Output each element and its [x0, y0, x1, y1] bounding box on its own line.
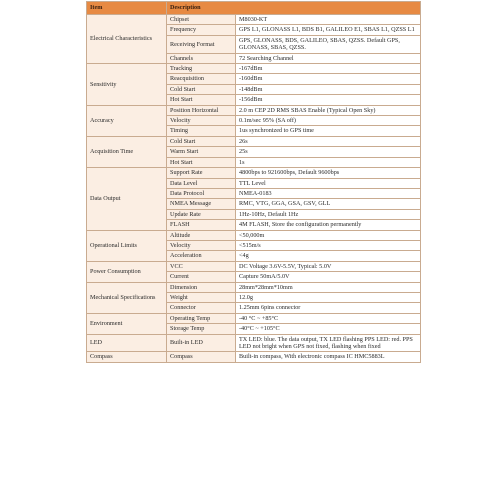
table-row: [87, 334, 421, 352]
parameter-value: 1s: [236, 157, 421, 167]
parameter-value: -148dBm: [236, 84, 421, 94]
table-body: [87, 15, 421, 363]
spec-table-container: [86, 1, 420, 363]
parameter-value: GPS L1, GLONASS L1, BDS B1, GALILEO E1, SBAS L1, QZSS L1: [236, 25, 421, 35]
parameter-label: Weight: [167, 292, 236, 302]
parameter-label: Cold Start: [167, 136, 236, 146]
parameter-value: TX LED: blue. The data output, TX LED flashing PPS LED: red. PPS LED not bright when GPS not fixed, flashing when fixed: [236, 334, 421, 352]
parameter-label: Support Rate: [167, 168, 236, 178]
group-name: LED: [87, 334, 167, 352]
parameter-label: Hot Start: [167, 157, 236, 167]
parameter-value: -160dBm: [236, 74, 421, 84]
parameter-label: Connector: [167, 303, 236, 313]
parameter-label: Built-in LED: [167, 334, 236, 352]
table-row: [87, 230, 421, 240]
parameter-value: 4M FLASH, Store the configuration permanently: [236, 220, 421, 230]
parameter-label: Operating Temp: [167, 313, 236, 323]
group-name: Accuracy: [87, 105, 167, 136]
parameter-value: 72 Searching Channel: [236, 53, 421, 63]
parameter-value: 12.0g: [236, 292, 421, 302]
parameter-label: NMEA Message: [167, 199, 236, 209]
parameter-label: Timing: [167, 126, 236, 136]
parameter-label: Compass: [167, 352, 236, 362]
table-row: [87, 261, 421, 271]
parameter-value: 0.1m/sec 95% (SA off): [236, 116, 421, 126]
parameter-label: Acceleration: [167, 251, 236, 261]
parameter-label: FLASH: [167, 220, 236, 230]
header-item: Item: [87, 2, 167, 15]
parameter-value: M8030-KT: [236, 15, 421, 25]
parameter-value: <515m/s: [236, 240, 421, 250]
table-row: [87, 105, 421, 115]
parameter-value: 28mm*28mm*10mm: [236, 282, 421, 292]
parameter-label: Dimension: [167, 282, 236, 292]
parameter-value: RMC, VTG, GGA, GSA, GSV, GLL: [236, 199, 421, 209]
parameter-value: -40°C ~ +105°C: [236, 324, 421, 334]
parameter-label: Cold Start: [167, 84, 236, 94]
parameter-label: Data Protocol: [167, 188, 236, 198]
parameter-label: Position Horizontal: [167, 105, 236, 115]
group-name: Power Consumption: [87, 261, 167, 282]
table-row: [87, 136, 421, 146]
parameter-label: Frequency: [167, 25, 236, 35]
parameter-label: Reacquisition: [167, 74, 236, 84]
table-row: [87, 64, 421, 74]
parameter-value: 1.25mm 6pins connector: [236, 303, 421, 313]
parameter-label: Update Rate: [167, 209, 236, 219]
parameter-value: TTL Level: [236, 178, 421, 188]
parameter-label: Warm Start: [167, 147, 236, 157]
table-row: [87, 352, 421, 362]
parameter-value: <4g: [236, 251, 421, 261]
table-row: [87, 168, 421, 178]
parameter-value: DC Voltage 3.6V-5.5V, Typical: 5.0V: [236, 261, 421, 271]
parameter-value: Built-in compass, With electronic compass IC HMC5883L: [236, 352, 421, 362]
parameter-value: 2.0 m CEP 2D RMS SBAS Enable (Typical Open Sky): [236, 105, 421, 115]
parameter-value: <50,000m: [236, 230, 421, 240]
parameter-value: -40 °C ~ +85°C: [236, 313, 421, 323]
parameter-value: 1Hz-10Hz, Default 1Hz: [236, 209, 421, 219]
parameter-label: Velocity: [167, 240, 236, 250]
parameter-label: Altitude: [167, 230, 236, 240]
parameter-value: GPS, GLONASS, BDS, GALILEO, SBAS, QZSS. Default GPS, GLONASS, SBAS, QZSS.: [236, 35, 421, 53]
group-name: Sensitivity: [87, 64, 167, 106]
parameter-label: Channels: [167, 53, 236, 63]
group-name: Compass: [87, 352, 167, 362]
parameter-value: 26s: [236, 136, 421, 146]
group-name: Data Output: [87, 168, 167, 230]
parameter-label: Chipset: [167, 15, 236, 25]
group-name: Environment: [87, 313, 167, 334]
parameter-label: Storage Temp: [167, 324, 236, 334]
group-name: Mechanical Specifications: [87, 282, 167, 313]
parameter-value: 1us synchronized to GPS time: [236, 126, 421, 136]
parameter-value: 25s: [236, 147, 421, 157]
header-description: Description: [167, 2, 421, 15]
table-row: [87, 313, 421, 323]
parameter-label: Current: [167, 272, 236, 282]
parameter-value: -156dBm: [236, 95, 421, 105]
table-row: [87, 15, 421, 25]
parameter-value: -167dBm: [236, 64, 421, 74]
parameter-label: Tracking: [167, 64, 236, 74]
parameter-label: Data Level: [167, 178, 236, 188]
parameter-label: VCC: [167, 261, 236, 271]
parameter-label: Hot Start: [167, 95, 236, 105]
group-name: Electrical Characteristics: [87, 15, 167, 64]
parameter-label: Receiving Format: [167, 35, 236, 53]
parameter-value: 4800bps to 921600bps, Default 9600bps: [236, 168, 421, 178]
specification-table: [86, 1, 421, 363]
group-name: Operational Limits: [87, 230, 167, 261]
table-header-row: [87, 2, 421, 15]
parameter-label: Velocity: [167, 116, 236, 126]
group-name: Acquisition Time: [87, 136, 167, 167]
table-row: [87, 282, 421, 292]
parameter-value: Capture 50mA/5.0V: [236, 272, 421, 282]
parameter-value: NMEA-0183: [236, 188, 421, 198]
